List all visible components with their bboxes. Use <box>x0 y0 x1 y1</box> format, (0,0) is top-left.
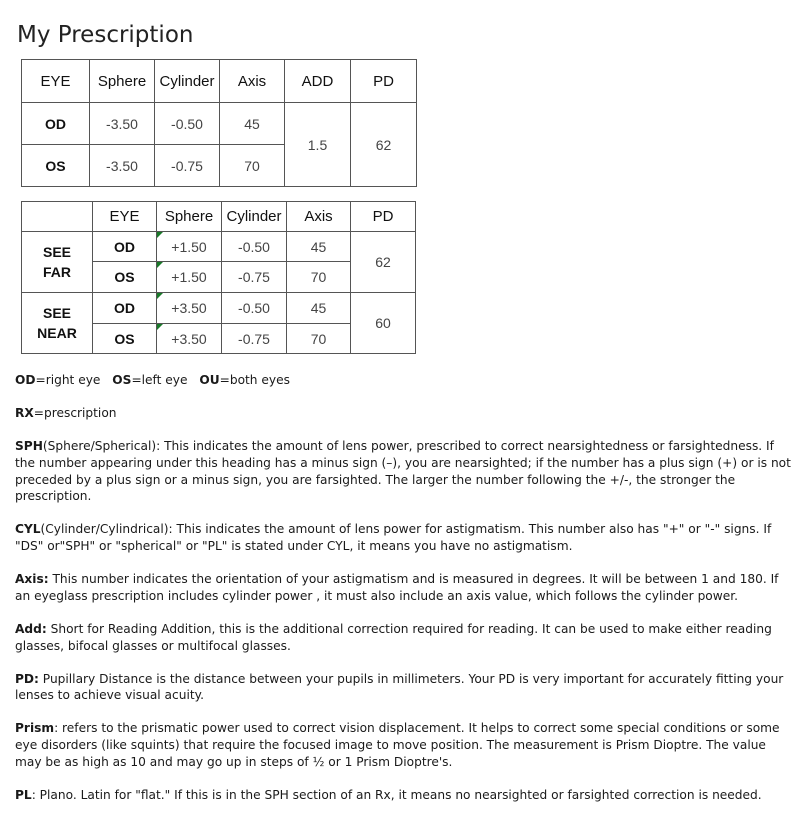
pd-cell: 60 <box>351 293 416 354</box>
definition-text: =prescription <box>33 406 117 421</box>
group-label-near <box>22 293 93 354</box>
legend-item <box>199 373 290 387</box>
definition-text: (Sphere/Spherical): This indicates the amount of lens power, prescribed to correct nearsightedness or farsightedness. If the number appearing under this heading has a minus sign (–), you are nearsighted; if the number has a plus sign (+) or is not preceded by a plus sign or a minus sign, you are farsighted. The larger the number following the +/-, the stronger the prescription. <box>15 439 791 504</box>
col-header-add: ADD <box>285 60 351 103</box>
pd-cell: 62 <box>351 103 417 187</box>
eye-legend <box>15 372 795 389</box>
col-header-sphere: Sphere <box>90 60 155 103</box>
definition-cyl <box>15 521 795 554</box>
cylinder-cell: -0.75 <box>222 262 287 293</box>
table-row <box>22 103 417 145</box>
legend-item <box>15 373 100 387</box>
col-header-group <box>22 202 93 232</box>
definition-term: SPH <box>15 439 43 454</box>
eye-cell: OD <box>22 103 90 145</box>
add-cell: 1.5 <box>285 103 351 187</box>
col-header-axis: Axis <box>220 60 285 103</box>
eye-cell: OS <box>22 145 90 187</box>
legend-term: OS <box>112 373 132 387</box>
definition-pd <box>15 671 795 704</box>
definition-term: PD: <box>15 671 39 686</box>
axis-cell: 45 <box>220 103 285 145</box>
definition-prism <box>15 720 795 770</box>
col-header-eye: EYE <box>93 202 157 232</box>
pd-cell: 62 <box>351 232 416 293</box>
glossary <box>15 372 795 820</box>
legend-term: OD <box>15 373 36 387</box>
definition-term: PL <box>15 787 32 802</box>
table-row <box>22 293 416 324</box>
col-header-pd: PD <box>351 60 417 103</box>
table-header-row <box>22 202 416 232</box>
cylinder-cell: -0.75 <box>222 324 287 354</box>
definition-text: Short for Reading Addition, this is the additional correction required for reading. It can be used to make either reading glasses, bifocal glasses or multifocal glasses. <box>15 621 772 653</box>
col-header-pd: PD <box>351 202 416 232</box>
axis-cell: 70 <box>287 262 351 293</box>
definition-sph <box>15 438 795 504</box>
cylinder-cell: -0.50 <box>222 293 287 324</box>
col-header-cylinder: Cylinder <box>155 60 220 103</box>
definition-term: Axis: <box>15 572 49 587</box>
legend-def: =both eyes <box>219 373 290 387</box>
eye-cell: OD <box>93 293 157 324</box>
sphere-cell: +3.50 <box>157 293 222 324</box>
sphere-cell: -3.50 <box>90 103 155 145</box>
definition-text: This number indicates the orientation of your astigmatism and is measured in degrees. It will be between 1 and 180. If an eyeglass prescription includes cylinder power , it must also include an axis value, which follows the cylinder power. <box>15 572 779 603</box>
sphere-cell: +1.50 <box>157 262 222 293</box>
definition-text: : refers to the prismatic power used to correct vision displacement. It helps to correct some special conditions or some eye disorders (like squints) that require the focused image to move position. The measurement is Prism Dioptre. The value may be as high as 10 and may go up in steps of ½ or 1 Prism Dioptre's. <box>15 721 780 769</box>
eye-cell: OS <box>93 262 157 293</box>
cylinder-cell: -0.50 <box>155 103 220 145</box>
axis-cell: 45 <box>287 232 351 262</box>
definition-term: Add: <box>15 621 47 636</box>
page-title: My Prescription <box>17 22 194 48</box>
legend-item <box>112 373 187 387</box>
group-label-line2: NEAR <box>37 325 77 341</box>
col-header-sphere: Sphere <box>157 202 222 232</box>
col-header-axis: Axis <box>287 202 351 232</box>
definition-term: RX <box>15 406 34 421</box>
sphere-cell: -3.50 <box>90 145 155 187</box>
cylinder-cell: -0.50 <box>222 232 287 262</box>
col-header-eye: EYE <box>22 60 90 103</box>
group-label-line1: SEE <box>42 244 71 260</box>
definition-term: Prism <box>15 721 55 736</box>
col-header-cylinder: Cylinder <box>222 202 287 232</box>
prescription-table <box>21 59 417 187</box>
distance-near-table <box>21 201 416 354</box>
table-header-row <box>22 60 417 103</box>
axis-cell: 70 <box>220 145 285 187</box>
axis-cell: 45 <box>287 293 351 324</box>
definition-add <box>15 621 795 654</box>
axis-cell: 70 <box>287 324 351 354</box>
rx-definition <box>15 405 795 422</box>
group-label-line1: SEE <box>42 305 71 321</box>
group-label-line2: FAR <box>43 264 71 280</box>
definition-pl <box>15 787 795 804</box>
eye-cell: OS <box>93 324 157 354</box>
eye-cell: OD <box>93 232 157 262</box>
definition-text: Pupillary Distance is the distance between your pupils in millimeters. Your PD is very important for accurately fitting your lenses to achieve visual acuity. <box>15 671 784 703</box>
definition-text: (Cylinder/Cylindrical): This indicates the amount of lens power for astigmatism. This number also has "+" or "-" signs. If "DS" or"SPH" or "spherical" or "PL" is stated under CYL, it means you have no astigmatism. <box>15 522 772 553</box>
definition-term: CYL <box>15 522 41 537</box>
legend-def: =right eye <box>35 373 101 387</box>
legend-def: =left eye <box>131 373 188 387</box>
cylinder-cell: -0.75 <box>155 145 220 187</box>
definition-axis <box>15 571 795 604</box>
legend-term: OU <box>199 373 220 387</box>
sphere-cell: +1.50 <box>157 232 222 262</box>
group-label-far <box>22 232 93 293</box>
definition-text: : Plano. Latin for "flat." If this is in the SPH section of an Rx, it means no nearsighted or farsighted correction is needed. <box>31 787 762 802</box>
table-row <box>22 232 416 262</box>
sphere-cell: +3.50 <box>157 324 222 354</box>
